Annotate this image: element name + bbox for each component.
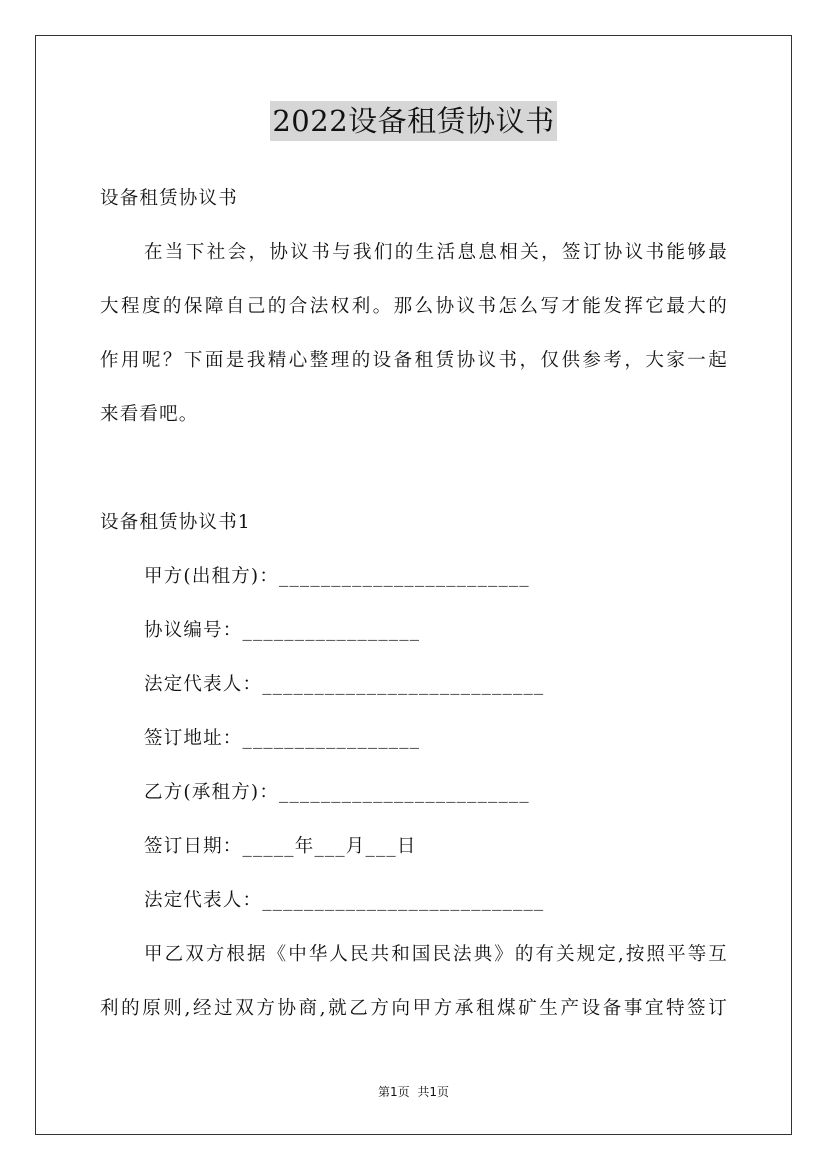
body-line-2: 利的原则,经过双方协商,就乙方向甲方承租煤矿生产设备事宜特签订 xyxy=(100,998,728,1019)
field-signing-date: 签订日期：_____年___月___日 xyxy=(144,836,417,857)
document-title: 2022设备租赁协议书 xyxy=(270,101,556,141)
field-legal-rep-lessor: 法定代表人：___________________________ xyxy=(144,674,545,695)
field-signing-address: 签订地址：_________________ xyxy=(144,728,421,749)
intro-line-2: 大程度的保障自己的合法权利。那么协议书怎么写才能发挥它最大的 xyxy=(100,296,728,317)
field-lessee: 乙方(承租方)：________________________ xyxy=(144,782,530,803)
paragraph-gap xyxy=(100,442,728,496)
document-body xyxy=(100,172,728,1036)
field-agreement-number: 协议编号：_________________ xyxy=(144,620,421,641)
document-subtitle: 设备租赁协议书 xyxy=(100,188,238,209)
intro-line-1: 在当下社会，协议书与我们的生活息息相关，签订协议书能够最 xyxy=(144,242,728,263)
body-line-1: 甲乙双方根据《中华人民共和国民法典》的有关规定,按照平等互 xyxy=(144,944,728,965)
title-wrap xyxy=(0,101,827,141)
intro-line-3: 作用呢？下面是我精心整理的设备租赁协议书，仅供参考，大家一起 xyxy=(100,350,728,371)
field-legal-rep-lessee: 法定代表人：___________________________ xyxy=(144,890,545,911)
section-heading: 设备租赁协议书1 xyxy=(100,512,251,533)
page-footer: 第1页 共1页 xyxy=(377,1085,450,1099)
intro-line-4: 来看看吧。 xyxy=(100,404,199,425)
field-lessor: 甲方(出租方)：________________________ xyxy=(144,566,530,587)
